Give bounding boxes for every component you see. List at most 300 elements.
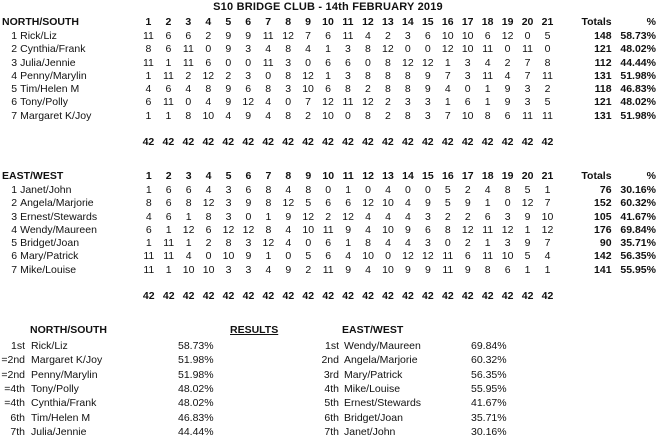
pair-total: 131 <box>594 69 612 82</box>
board-score: 10 <box>302 223 315 236</box>
column-gap <box>557 83 572 96</box>
table-row <box>0 70 656 83</box>
board-score: 4 <box>405 237 411 250</box>
table-row <box>0 211 656 224</box>
result-pair-name: Julia/Jennie <box>31 425 87 438</box>
board-score: 8 <box>205 210 212 223</box>
board-score: 7 <box>444 69 451 82</box>
board-score: 6 <box>464 250 471 263</box>
column-sum: 42 <box>402 290 414 303</box>
board-score: 1 <box>484 237 491 250</box>
pair-name: Ernest/Stewards <box>20 210 98 223</box>
board-score: 2 <box>305 263 312 276</box>
board-score: 10 <box>182 263 195 276</box>
result-percentage: 48.02% <box>178 382 214 395</box>
board-score: 3 <box>345 43 351 56</box>
result-percentage: 44.44% <box>178 425 214 438</box>
sum-blank <box>0 289 20 303</box>
pair-total: 121 <box>594 96 612 109</box>
board-score: 2 <box>384 109 391 122</box>
board-score: 2 <box>305 109 311 122</box>
board-number-header: 16 <box>441 170 454 182</box>
board-score: 2 <box>325 210 332 223</box>
column-sum: 42 <box>421 136 434 149</box>
board-score: 6 <box>165 210 172 223</box>
result-pair-name: Bridget/Joan <box>344 411 403 424</box>
pair-name: Mary/Patrick <box>20 250 79 263</box>
board-score: 0 <box>305 56 311 69</box>
board-score: 1 <box>544 184 551 196</box>
board-score: 4 <box>285 223 292 236</box>
board-score: 12 <box>422 250 434 263</box>
board-number-header: 10 <box>322 170 335 182</box>
board-score: 0 <box>225 56 232 69</box>
board-score: 5 <box>544 30 551 42</box>
board-score: 8 <box>285 69 292 82</box>
board-score: 3 <box>285 83 292 96</box>
board-score: 9 <box>345 223 352 236</box>
board-score: 9 <box>345 263 352 276</box>
board-score: 8 <box>285 109 292 122</box>
board-score: 12 <box>322 96 334 109</box>
board-score: 1 <box>484 96 491 109</box>
board-score: 0 <box>365 56 371 69</box>
board-score: 10 <box>461 43 474 56</box>
section-heading: NORTH/SOUTH <box>2 16 79 28</box>
board-score: 2 <box>384 30 391 42</box>
board-score: 9 <box>424 83 431 96</box>
board-score: 2 <box>464 237 471 250</box>
board-score: 11 <box>322 263 334 276</box>
board-score: 9 <box>464 263 471 276</box>
board-score: 5 <box>524 184 531 196</box>
board-score: 0 <box>345 109 351 122</box>
board-score: 7 <box>305 30 311 42</box>
board-score: 4 <box>405 210 411 223</box>
board-score: 3 <box>404 96 411 109</box>
result-row <box>0 339 656 353</box>
board-score: 12 <box>202 197 215 210</box>
board-score: 6 <box>484 210 491 223</box>
board-score: 2 <box>464 184 471 196</box>
result-position: 7th <box>10 425 25 438</box>
result-percentage: 69.84% <box>471 340 507 352</box>
board-score: 0 <box>444 237 451 250</box>
board-score: 12 <box>222 223 235 236</box>
column-sum: 42 <box>322 290 335 303</box>
board-score: 1 <box>185 237 192 250</box>
board-score: 0 <box>205 43 212 56</box>
board-score: 3 <box>225 184 232 196</box>
pair-number: 2 <box>11 43 18 56</box>
board-score: 2 <box>225 69 232 82</box>
board-number-header: 13 <box>382 16 394 28</box>
board-score: 0 <box>544 43 551 56</box>
result-percentage: 51.98% <box>178 354 214 367</box>
pair-total: 148 <box>594 30 612 42</box>
column-sum: 42 <box>441 136 454 149</box>
board-number-header: 6 <box>245 16 252 28</box>
board-score: 1 <box>325 43 331 56</box>
board-score: 9 <box>225 43 232 56</box>
column-gap <box>557 96 572 109</box>
board-score: 2 <box>185 69 192 82</box>
board-score: 3 <box>245 263 252 276</box>
board-score: 8 <box>285 43 292 56</box>
pair-name: Bridget/Joan <box>20 237 80 250</box>
board-score: 1 <box>145 69 152 82</box>
pair-total: 131 <box>594 109 612 122</box>
board-score: 4 <box>504 69 511 82</box>
board-score: 4 <box>185 83 192 96</box>
pair-number: 3 <box>11 210 18 223</box>
board-score: 12 <box>501 223 514 236</box>
column-sum: 42 <box>362 136 374 149</box>
column-sum: 42 <box>262 290 275 303</box>
board-score: 3 <box>285 56 292 69</box>
board-score: 8 <box>265 184 272 196</box>
result-position: 1st <box>10 340 25 352</box>
board-number-header: 7 <box>265 170 272 182</box>
column-gap <box>557 43 572 56</box>
board-score: 12 <box>541 223 554 236</box>
result-pair-name: Mike/Louise <box>344 382 401 395</box>
board-number-header: 18 <box>481 170 494 182</box>
board-score: 0 <box>305 237 312 250</box>
board-score: 9 <box>245 30 252 42</box>
board-score: 6 <box>245 184 252 196</box>
board-score: 12 <box>401 56 414 69</box>
board-score: 8 <box>185 109 192 122</box>
result-position: 1st <box>324 340 339 352</box>
board-number-header: 18 <box>481 16 494 28</box>
board-score: 11 <box>542 109 553 122</box>
column-sum: 42 <box>242 136 255 149</box>
board-score: 8 <box>404 69 411 82</box>
board-score: 4 <box>265 43 272 56</box>
pair-percentage: 58.73% <box>620 30 656 42</box>
pair-name: Julia/Jennie <box>20 56 76 69</box>
column-sum: 42 <box>461 136 474 149</box>
board-score: 9 <box>464 197 471 210</box>
board-score: 11 <box>142 56 154 69</box>
table-row <box>0 30 656 43</box>
column-sum: 42 <box>202 136 215 149</box>
pair-percentage: 55.95% <box>620 263 656 276</box>
percent-header: % <box>646 16 656 28</box>
result-percentage: 35.71% <box>471 411 507 424</box>
board-score: 2 <box>504 56 511 69</box>
board-score: 8 <box>145 197 152 210</box>
board-score: 9 <box>424 197 431 210</box>
column-sum: 42 <box>382 290 394 303</box>
board-score: 4 <box>385 184 391 196</box>
board-score: 11 <box>542 69 553 82</box>
board-score: 11 <box>442 263 454 276</box>
board-score: 1 <box>444 96 451 109</box>
board-number-header: 2 <box>165 16 172 28</box>
sum-blank <box>20 135 138 149</box>
board-score: 10 <box>222 250 235 263</box>
board-score: 6 <box>205 223 212 236</box>
column-sum: 42 <box>282 136 294 149</box>
board-score: 1 <box>165 109 172 122</box>
result-pair-name: Tim/Helen M <box>31 411 91 424</box>
board-number-header: 13 <box>382 170 394 182</box>
pair-number: 4 <box>11 223 18 236</box>
pair-number: 5 <box>11 237 18 250</box>
board-score: 9 <box>285 263 292 276</box>
board-score: 10 <box>382 263 394 276</box>
pair-total: 118 <box>594 83 612 96</box>
pair-name: Angela/Marjorie <box>20 197 94 210</box>
board-number-header: 11 <box>342 16 354 28</box>
results-heading: RESULTS <box>230 324 279 336</box>
board-score: 6 <box>345 197 352 210</box>
column-sum: 42 <box>142 290 155 303</box>
table-row <box>0 250 656 263</box>
board-score: 2 <box>544 83 551 96</box>
board-number-header: 5 <box>225 170 232 182</box>
board-number-header: 9 <box>305 170 312 182</box>
board-score: 9 <box>405 223 411 236</box>
board-score: 11 <box>322 223 334 236</box>
board-score: 4 <box>145 210 152 223</box>
result-row <box>0 353 656 367</box>
board-score: 6 <box>504 109 511 122</box>
column-sum: 42 <box>242 290 255 303</box>
column-sum: 42 <box>382 136 394 149</box>
pair-name: Wendy/Maureen <box>20 223 97 236</box>
pair-percentage: 51.98% <box>620 69 656 82</box>
board-score: 12 <box>242 96 255 109</box>
board-number-header: 11 <box>342 170 354 182</box>
pair-number: 4 <box>11 69 18 82</box>
board-number-header: 1 <box>145 16 152 28</box>
board-score: 9 <box>245 109 252 122</box>
column-gap <box>557 14 572 30</box>
board-score: 9 <box>225 30 232 42</box>
board-score: 6 <box>424 223 431 236</box>
board-score: 8 <box>384 69 391 82</box>
pair-number: 7 <box>11 109 18 122</box>
board-score: 9 <box>504 96 511 109</box>
board-score: 2 <box>464 210 471 223</box>
board-score: 4 <box>265 109 272 122</box>
pair-total: 141 <box>594 263 612 276</box>
pair-percentage: 30.16% <box>620 184 656 196</box>
board-score: 3 <box>464 69 471 82</box>
board-score: 4 <box>345 250 352 263</box>
results-section <box>0 324 656 439</box>
board-score: 11 <box>342 30 354 42</box>
board-score: 6 <box>325 30 331 42</box>
table-row <box>0 83 656 96</box>
result-position: =4th <box>4 382 25 395</box>
board-score: 8 <box>444 223 451 236</box>
pair-name: Rick/Liz <box>20 30 57 42</box>
board-number-header: 12 <box>362 16 374 28</box>
board-score: 3 <box>464 56 471 69</box>
column-sum: 42 <box>541 136 554 149</box>
board-number-header: 21 <box>541 170 554 182</box>
board-score: 4 <box>484 56 491 69</box>
pair-name: Tim/Helen M <box>20 83 80 96</box>
board-score: 11 <box>262 30 274 42</box>
board-number-header: 20 <box>521 170 534 182</box>
board-score: 8 <box>365 43 371 56</box>
board-score: 8 <box>265 197 272 210</box>
board-score: 5 <box>544 96 551 109</box>
pair-percentage: 51.98% <box>620 109 656 122</box>
column-gap <box>557 30 572 43</box>
column-sum: 42 <box>401 136 414 149</box>
board-score: 6 <box>145 96 152 109</box>
board-number-header: 9 <box>305 16 311 28</box>
board-score: 1 <box>345 184 352 196</box>
result-pair-name: Wendy/Maureen <box>344 340 421 352</box>
board-score: 3 <box>225 263 232 276</box>
column-sum: 42 <box>302 290 315 303</box>
board-score: 3 <box>225 197 232 210</box>
board-score: 11 <box>482 69 494 82</box>
board-score: 8 <box>404 109 411 122</box>
board-score: 12 <box>521 197 534 210</box>
board-score: 4 <box>365 263 371 276</box>
pair-percentage: 60.32% <box>620 197 656 210</box>
board-score: 2 <box>205 237 212 250</box>
pair-name: Penny/Marylin <box>20 69 87 82</box>
result-row <box>0 396 656 410</box>
column-sum: 42 <box>362 290 374 303</box>
board-score: 3 <box>504 237 511 250</box>
board-score: 8 <box>404 83 411 96</box>
column-sum: 42 <box>182 136 195 149</box>
board-score: 6 <box>185 30 192 42</box>
board-score: 8 <box>265 223 272 236</box>
board-score: 10 <box>461 109 474 122</box>
board-score: 7 <box>524 69 531 82</box>
column-sum: 42 <box>481 136 494 149</box>
sum-blank <box>20 289 139 303</box>
board-number-header: 4 <box>205 16 212 28</box>
board-number-header: 15 <box>422 170 434 182</box>
board-score: 8 <box>205 83 212 96</box>
board-score: 12 <box>302 210 315 223</box>
board-score: 0 <box>464 83 471 96</box>
board-score: 6 <box>424 30 431 42</box>
board-score: 7 <box>544 237 551 250</box>
pair-percentage: 48.02% <box>620 43 656 56</box>
board-score: 0 <box>524 30 531 42</box>
board-score: 1 <box>484 197 491 210</box>
board-number-header: 12 <box>362 170 374 182</box>
result-position: =2nd <box>1 354 25 367</box>
column-gap <box>557 110 572 123</box>
board-score: 3 <box>245 69 252 82</box>
result-pair-name: Angela/Marjorie <box>344 354 418 367</box>
pair-total: 176 <box>594 223 612 236</box>
board-score: 12 <box>202 69 215 82</box>
board-score: 6 <box>325 83 331 96</box>
board-score: 11 <box>442 250 454 263</box>
board-score: 3 <box>424 237 431 250</box>
board-score: 12 <box>282 197 295 210</box>
table-row <box>0 184 656 197</box>
board-number-header: 1 <box>145 170 152 182</box>
column-sum: 42 <box>282 290 295 303</box>
board-score: 1 <box>145 109 152 122</box>
board-score: 10 <box>362 250 374 263</box>
column-gap <box>557 168 572 184</box>
board-score: 12 <box>402 250 414 263</box>
board-score: 10 <box>501 250 514 263</box>
board-score: 9 <box>225 83 232 96</box>
pair-number: 1 <box>11 184 18 196</box>
board-score: 8 <box>484 263 491 276</box>
result-position: =2nd <box>1 368 25 381</box>
board-score: 1 <box>524 223 531 236</box>
table-row <box>0 96 656 109</box>
result-pair-name: Penny/Marylin <box>31 368 98 381</box>
board-score: 0 <box>265 69 272 82</box>
column-sum: 42 <box>182 290 195 303</box>
result-percentage: 51.98% <box>178 368 214 381</box>
board-score: 8 <box>484 109 491 122</box>
board-score: 10 <box>382 197 394 210</box>
board-score: 6 <box>145 223 152 236</box>
board-score: 4 <box>205 184 212 196</box>
board-score: 6 <box>165 30 172 42</box>
column-sum: 42 <box>501 136 514 149</box>
board-score: 6 <box>205 56 212 69</box>
column-sum: 42 <box>521 136 534 149</box>
result-pair-name: Cynthia/Frank <box>31 397 97 410</box>
board-score: 10 <box>202 263 215 276</box>
board-score: 10 <box>382 223 394 236</box>
board-score: 4 <box>365 223 371 236</box>
board-score: 10 <box>322 109 334 122</box>
board-score: 1 <box>165 56 172 69</box>
board-score: 3 <box>424 109 431 122</box>
board-score: 12 <box>461 223 474 236</box>
board-score: 8 <box>345 83 351 96</box>
board-score: 3 <box>225 210 232 223</box>
table-header-row <box>0 14 656 30</box>
board-score: 8 <box>265 83 272 96</box>
board-score: 4 <box>365 210 371 223</box>
board-score: 5 <box>444 184 451 196</box>
board-score: 1 <box>444 56 451 69</box>
column-gap <box>557 70 572 83</box>
pair-total: 105 <box>594 210 612 223</box>
result-position: 7th <box>324 425 339 438</box>
column-sum: 42 <box>262 136 274 149</box>
board-score: 2 <box>365 83 371 96</box>
board-score: 0 <box>285 250 292 263</box>
board-score: 11 <box>143 263 155 276</box>
table-row <box>0 224 656 237</box>
board-score: 11 <box>482 223 494 236</box>
pair-name: Margaret K/Joy <box>20 109 92 122</box>
table-row <box>0 197 656 210</box>
board-number-header: 5 <box>225 16 232 28</box>
board-score: 6 <box>185 184 192 196</box>
percent-header: % <box>646 170 656 182</box>
board-score: 1 <box>145 184 152 196</box>
board-score: 0 <box>424 43 431 56</box>
board-score: 1 <box>544 263 551 276</box>
